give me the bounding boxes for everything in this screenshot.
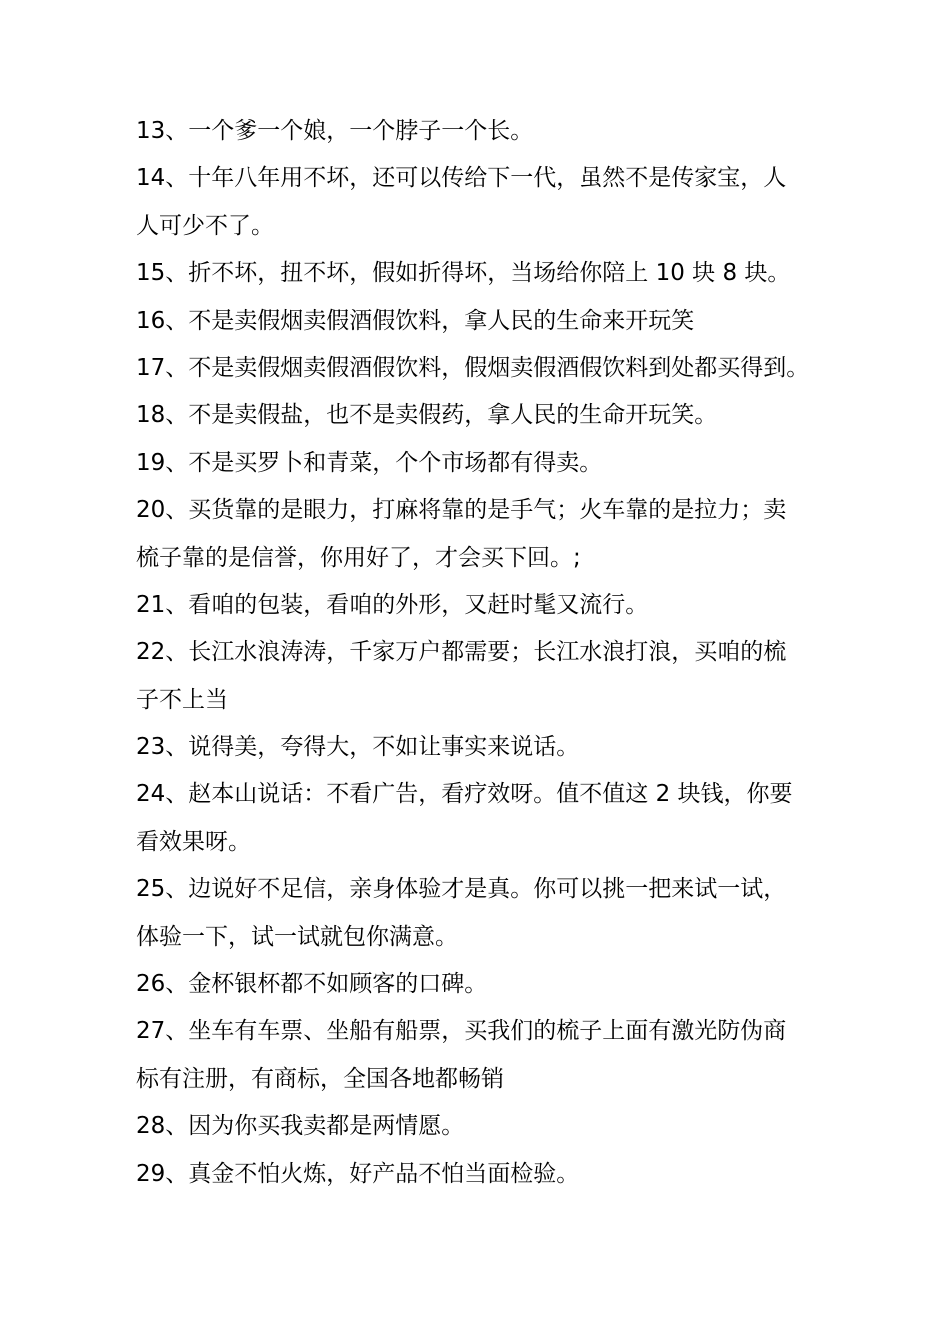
text-line: 15、折不坏，扭不坏，假如折得坏，当场给你陪上 10 块 8 块。 — [136, 260, 791, 287]
text-line: 体验一下，试一试就包你满意。 — [136, 923, 458, 950]
text-line: 梳子靠的是信誉，你用好了，才会买下回。; — [136, 544, 581, 571]
text-line: 19、不是买罗卜和青菜，个个市场都有得卖。 — [136, 449, 603, 476]
text-line: 22、长江水浪涛涛，千家万户都需要；长江水浪打浪，买咱的梳 — [136, 639, 787, 666]
text-line: 20、买货靠的是眼力，打麻将靠的是手气；火车靠的是拉力；卖 — [136, 497, 787, 524]
text-line: 27、坐车有车票、坐船有船票，买我们的梳子上面有激光防伪商 — [136, 1018, 787, 1045]
text-line: 人可少不了。 — [136, 212, 274, 239]
text-line: 23、说得美，夸得大，不如让事实来说话。 — [136, 734, 580, 761]
text-line: 14、十年八年用不坏，还可以传给下一代，虽然不是传家宝，人 — [136, 165, 787, 192]
text-line: 21、看咱的包装，看咱的外形，又赶时髦又流行。 — [136, 591, 649, 618]
text-line: 17、不是卖假烟卖假酒假饮料，假烟卖假酒假饮料到处都买得到。 — [136, 354, 810, 381]
text-line: 29、真金不怕火炼，好产品不怕当面检验。 — [136, 1160, 580, 1187]
document-body — [136, 108, 820, 1198]
text-line: 18、不是卖假盐，也不是卖假药，拿人民的生命开玩笑。 — [136, 402, 718, 429]
text-line: 26、金杯银杯都不如顾客的口碑。 — [136, 971, 488, 998]
text-line: 13、一个爹一个娘，一个脖子一个长。 — [136, 118, 534, 144]
text-line: 子不上当 — [136, 686, 228, 713]
text-line: 16、不是卖假烟卖假酒假饮料，拿人民的生命来开玩笑 — [136, 307, 695, 334]
text-line: 28、因为你买我卖都是两情愿。 — [136, 1113, 465, 1140]
text-line: 看效果呀。 — [136, 828, 251, 855]
text-line: 24、赵本山说话：不看广告，看疗效呀。值不值这 2 块钱，你要 — [136, 781, 793, 808]
text-line: 标有注册，有商标，全国各地都畅销 — [136, 1065, 504, 1092]
text-line: 25、边说好不足信，亲身体验才是真。你可以挑一把来试一试， — [136, 876, 787, 903]
